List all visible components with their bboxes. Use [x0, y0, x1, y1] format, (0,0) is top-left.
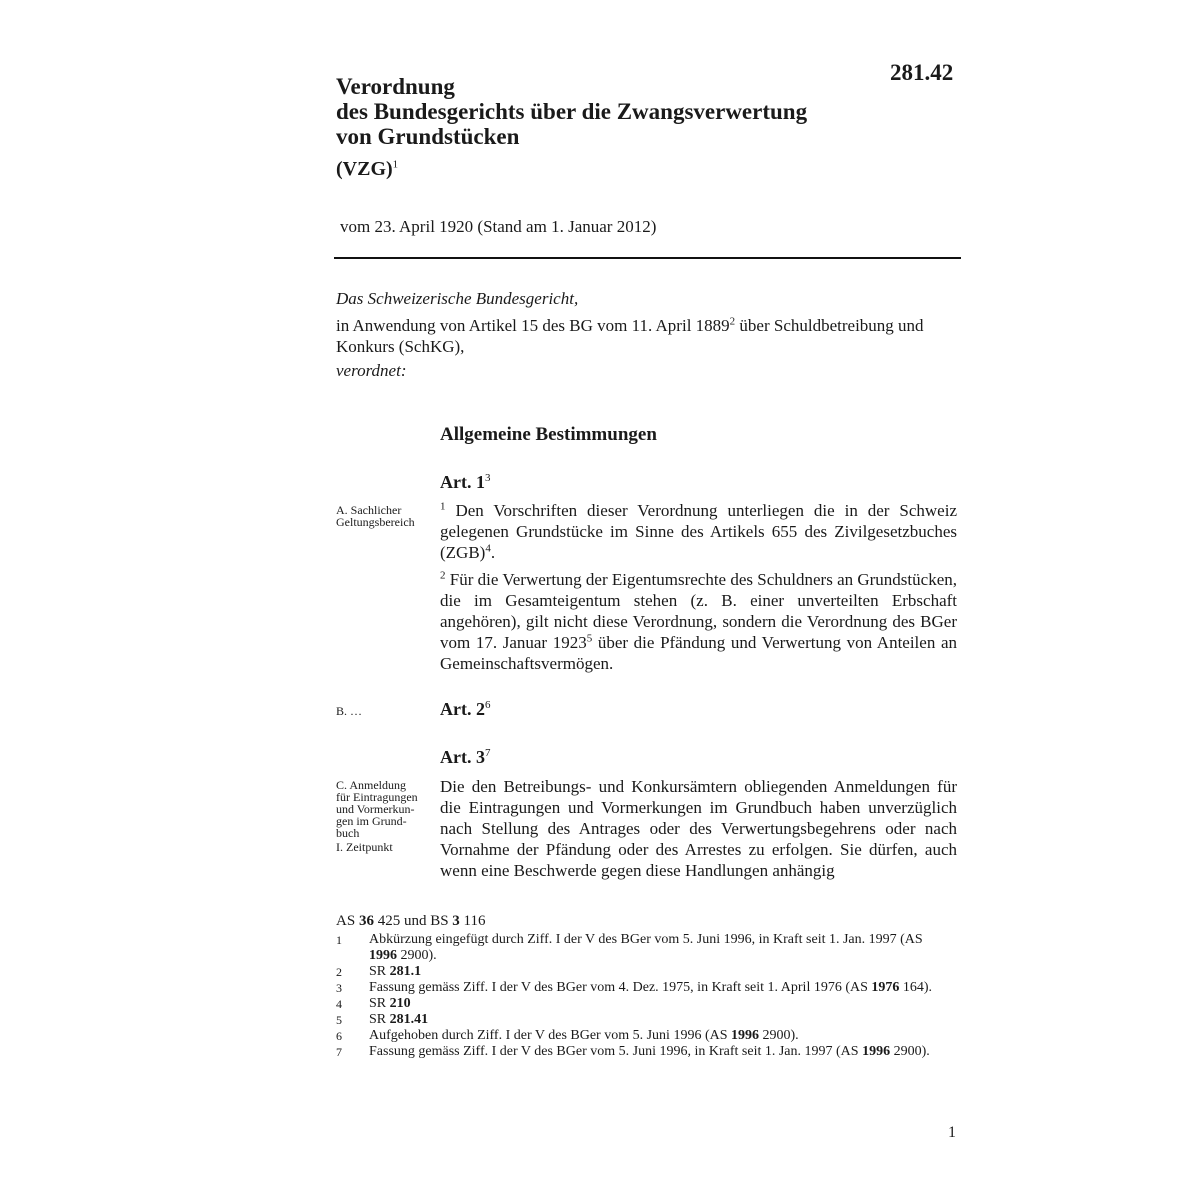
article-paragraph: $^1$ Den Vorschriften dieser Verordnung unterliegen die in der Schweiz gelegenen Grundstücke im Sinne des Artikels 655 des Zivilgesetzbuches (ZGB)$^4$. — [440, 500, 957, 562]
footnote-ref[interactable]: 4 — [485, 542, 491, 555]
footnote-ref[interactable]: 2 — [729, 315, 736, 328]
footnote-ref[interactable]: 6 — [484, 699, 491, 711]
title-abbreviation: (VZG)$^1$ — [336, 158, 399, 180]
footnote: 3 Fassung gemäss Ziff. I der V des BGer vom 4. Dez. 1975, in Kraft seit 1. April 1976 (AS 1976 164). — [336, 980, 933, 995]
footnote-ref[interactable]: 3 — [484, 472, 491, 484]
source-reference: AS 36 425 und BS 3 116 — [336, 913, 486, 929]
footnote: 6 Aufgehoben durch Ziff. I der V des BGer vom 5. Juni 1996 (AS 1996 2900). — [336, 1028, 799, 1043]
preamble — [336, 288, 956, 387]
footnote: 1 Abkürzung eingefügt durch Ziff. I der V des BGer vom 5. Juni 1996, in Kraft seit 1. Jan. 1997 (AS 1996 2900). — [336, 932, 923, 963]
header-divider — [334, 257, 961, 259]
footnote: 7 Fassung gemäss Ziff. I der V des BGer vom 5. Juni 1996, in Kraft seit 1. Jan. 1997 (AS 1996 2900). — [336, 1044, 930, 1059]
article-heading: Art. $2^6$ — [440, 699, 491, 719]
preamble-verordnet: verordnet: — [336, 361, 407, 380]
document-title — [336, 74, 807, 182]
footnote-ref[interactable]: 5 — [586, 632, 593, 645]
sr-number: 281.42 — [890, 60, 954, 85]
preamble-issuer: Das Schweizerische Bundesgericht, — [336, 289, 579, 308]
footnotes — [336, 913, 936, 1060]
footnote: 2 SR 281.1 — [336, 964, 422, 979]
article-body — [440, 776, 957, 887]
margin-note: A. Sachlicher Geltungsbereich — [336, 503, 415, 529]
footnote: 5 SR 281.41 — [336, 1012, 429, 1027]
footnote: 4 SR 210 — [336, 996, 411, 1011]
article-body — [440, 500, 957, 680]
date-line: vom 23. April 1920 (Stand am 1. Januar 2012) — [340, 217, 657, 236]
article-paragraph: Die den Betreibungs- und Konkursämtern obliegenden Anmeldungen für die Eintragungen und Vormerkungen im Grundbuch haben unverzüglich nach Stellung des Antrages oder des Verwertungsbegehrens oder nach Vornahme der Pfändung oder des Arrestes zu erfolgen. Sie dürfen, auch wenn eine Beschwerde gegen diese Handlungen anhängig — [440, 777, 957, 880]
footnote-ref[interactable]: 1 — [392, 158, 399, 171]
article-heading: Art. $1^3$ — [440, 472, 491, 492]
margin-note: C. Anmeldung für Eintragungen und Vormerkun- gen im Grund- buch I. Zeitpunkt — [336, 778, 418, 854]
footnote-ref[interactable]: 7 — [484, 747, 491, 759]
page-number: 1 — [948, 1124, 956, 1141]
article-paragraph: $^2$ Für die Verwertung der Eigentumsrechte des Schuldners an Grundstücken, die im Gesamteigentum stehen (z. B. einer unverteilten Erbschaft angehören), gilt nicht diese Verordnung, sondern die Verordnung des BGer vom 17. Januar 1923$^5$ über die Pfändung und Verwertung von Anteilen an Gemeinschaftsvermögen. — [440, 569, 957, 673]
article-heading: Art. $3^7$ — [440, 747, 491, 767]
title-line: Verordnung — [336, 74, 455, 99]
title-line: des Bundesgerichts über die Zwangsverwertung — [336, 99, 808, 124]
section-heading: Allgemeine Bestimmungen — [440, 424, 657, 445]
margin-note: B. … — [336, 704, 363, 718]
preamble-basis: in Anwendung von Artikel 15 des BG vom 11. April 1889$^2$ über Schuldbetreibung und Konkurs (SchKG), — [336, 315, 924, 356]
title-line: von Grundstücken — [336, 124, 520, 149]
